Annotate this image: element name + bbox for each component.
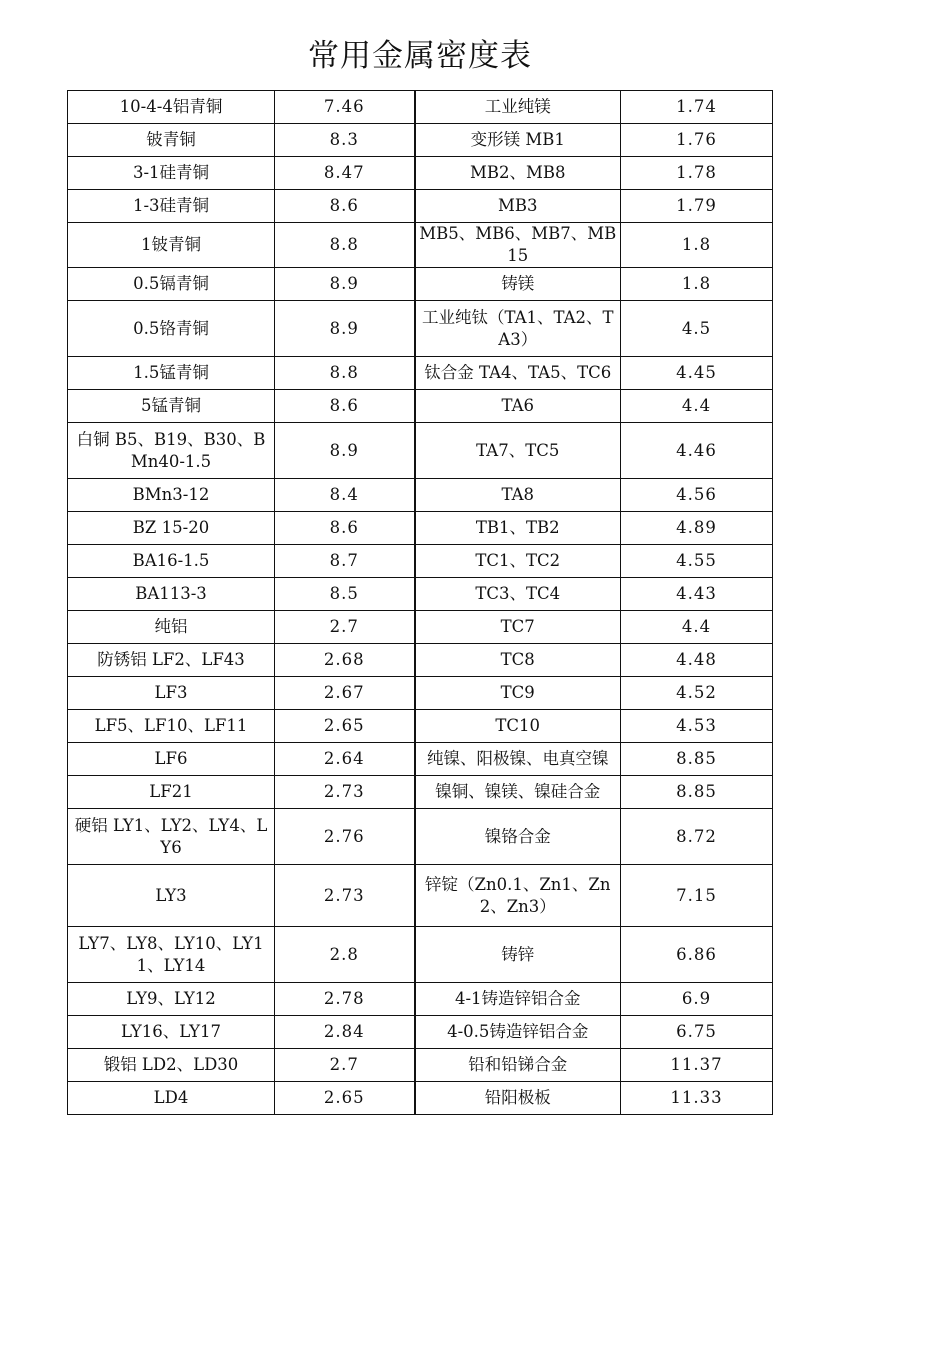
density-value-cell: 7.46 [275,91,415,124]
density-value-cell: 2.84 [275,1016,415,1049]
metal-density-table [67,90,773,1115]
table-row [68,512,773,545]
material-name-cell: 变形镁 MB1 [415,124,621,157]
material-name-cell: MB5、MB6、MB7、MB15 [415,223,621,268]
density-value-cell: 8.7 [275,545,415,578]
material-name-cell: LD4 [68,1082,275,1115]
material-name-cell: 4-1铸造锌铝合金 [415,983,621,1016]
material-name-cell: LF6 [68,743,275,776]
material-name-cell: 工业纯钛（TA1、TA2、TA3） [415,301,621,357]
material-name-cell: 锌锭（Zn0.1、Zn1、Zn2、Zn3） [415,865,621,927]
density-value-cell: 8.3 [275,124,415,157]
density-value-cell: 8.9 [275,423,415,479]
table-row [68,677,773,710]
density-value-cell: 4.56 [621,479,773,512]
density-value-cell: 6.75 [621,1016,773,1049]
material-name-cell: 3-1硅青铜 [68,157,275,190]
material-name-cell: BA16-1.5 [68,545,275,578]
table-row [68,423,773,479]
material-name-cell: BA113-3 [68,578,275,611]
material-name-cell: 镍铬合金 [415,809,621,865]
table-row [68,124,773,157]
material-name-cell: TC3、TC4 [415,578,621,611]
material-name-cell: 10-4-4铝青铜 [68,91,275,124]
density-value-cell: 1.79 [621,190,773,223]
density-value-cell: 8.6 [275,512,415,545]
table-row [68,1049,773,1082]
material-name-cell: 铍青铜 [68,124,275,157]
density-value-cell: 2.7 [275,611,415,644]
table-row [68,157,773,190]
material-name-cell: 铅阳极板 [415,1082,621,1115]
material-name-cell: 0.5镉青铜 [68,268,275,301]
table-row [68,743,773,776]
density-value-cell: 2.8 [275,927,415,983]
density-value-cell: 8.5 [275,578,415,611]
density-value-cell: 8.9 [275,301,415,357]
material-name-cell: BMn3-12 [68,479,275,512]
density-value-cell: 4.89 [621,512,773,545]
density-value-cell: 2.64 [275,743,415,776]
density-value-cell: 4.5 [621,301,773,357]
density-value-cell: 8.6 [275,190,415,223]
material-name-cell: 铸锌 [415,927,621,983]
density-value-cell: 1.8 [621,223,773,268]
density-value-cell: 1.74 [621,91,773,124]
density-value-cell: 1.76 [621,124,773,157]
material-name-cell: 锻铝 LD2、LD30 [68,1049,275,1082]
material-name-cell: 铸镁 [415,268,621,301]
material-name-cell: 白铜 B5、B19、B30、BMn40-1.5 [68,423,275,479]
material-name-cell: TC8 [415,644,621,677]
material-name-cell: LF3 [68,677,275,710]
material-name-cell: LF5、LF10、LF11 [68,710,275,743]
density-value-cell: 8.85 [621,743,773,776]
material-name-cell: LY9、LY12 [68,983,275,1016]
density-value-cell: 11.33 [621,1082,773,1115]
table-row [68,865,773,927]
material-name-cell: 5锰青铜 [68,390,275,423]
material-name-cell: 镍铜、镍镁、镍硅合金 [415,776,621,809]
density-value-cell: 4.48 [621,644,773,677]
table-row [68,927,773,983]
material-name-cell: MB2、MB8 [415,157,621,190]
material-name-cell: LY16、LY17 [68,1016,275,1049]
table-row [68,268,773,301]
density-value-cell: 8.47 [275,157,415,190]
material-name-cell: TA8 [415,479,621,512]
table-row [68,390,773,423]
material-name-cell: 硬铝 LY1、LY2、LY4、LY6 [68,809,275,865]
material-name-cell: TC10 [415,710,621,743]
density-value-cell: 2.73 [275,776,415,809]
table-row [68,644,773,677]
density-value-cell: 4.45 [621,357,773,390]
material-name-cell: LY3 [68,865,275,927]
material-name-cell: 纯铝 [68,611,275,644]
page-title: 常用金属密度表 [308,38,532,74]
material-name-cell: TA7、TC5 [415,423,621,479]
density-value-cell: 8.9 [275,268,415,301]
material-name-cell: TB1、TB2 [415,512,621,545]
density-value-cell: 8.6 [275,390,415,423]
material-name-cell: 1铍青铜 [68,223,275,268]
density-value-cell: 2.76 [275,809,415,865]
table-row [68,611,773,644]
density-value-cell: 2.65 [275,1082,415,1115]
density-value-cell: 6.86 [621,927,773,983]
density-value-cell: 4.4 [621,611,773,644]
table-row [68,710,773,743]
material-name-cell: TA6 [415,390,621,423]
density-value-cell: 11.37 [621,1049,773,1082]
table-row [68,578,773,611]
density-value-cell: 8.85 [621,776,773,809]
table-body [68,91,773,1115]
density-value-cell: 8.72 [621,809,773,865]
table-row [68,357,773,390]
density-value-cell: 2.65 [275,710,415,743]
table-row [68,545,773,578]
material-name-cell: 铅和铅锑合金 [415,1049,621,1082]
density-value-cell: 4.52 [621,677,773,710]
table-row [68,809,773,865]
material-name-cell: 1.5锰青铜 [68,357,275,390]
density-value-cell: 6.9 [621,983,773,1016]
material-name-cell: 钛合金 TA4、TA5、TC6 [415,357,621,390]
material-name-cell: 1-3硅青铜 [68,190,275,223]
density-value-cell: 7.15 [621,865,773,927]
density-value-cell: 1.8 [621,268,773,301]
table-row [68,190,773,223]
table-row [68,776,773,809]
material-name-cell: 防锈铝 LF2、LF43 [68,644,275,677]
table-row [68,479,773,512]
density-value-cell: 1.78 [621,157,773,190]
density-value-cell: 2.78 [275,983,415,1016]
table-row [68,983,773,1016]
density-value-cell: 8.8 [275,223,415,268]
density-value-cell: 4.55 [621,545,773,578]
density-value-cell: 4.43 [621,578,773,611]
material-name-cell: 0.5铬青铜 [68,301,275,357]
table-row [68,301,773,357]
material-name-cell: TC1、TC2 [415,545,621,578]
table-row [68,91,773,124]
material-name-cell: TC7 [415,611,621,644]
density-value-cell: 2.67 [275,677,415,710]
density-value-cell: 4.4 [621,390,773,423]
material-name-cell: 纯镍、阳极镍、电真空镍 [415,743,621,776]
table-row [68,1016,773,1049]
density-value-cell: 8.4 [275,479,415,512]
density-value-cell: 8.8 [275,357,415,390]
material-name-cell: LY7、LY8、LY10、LY11、LY14 [68,927,275,983]
density-value-cell: 2.68 [275,644,415,677]
density-value-cell: 4.53 [621,710,773,743]
material-name-cell: BZ 15-20 [68,512,275,545]
material-name-cell: LF21 [68,776,275,809]
material-name-cell: 工业纯镁 [415,91,621,124]
material-name-cell: 4-0.5铸造锌铝合金 [415,1016,621,1049]
table-row [68,1082,773,1115]
density-value-cell: 4.46 [621,423,773,479]
density-value-cell: 2.73 [275,865,415,927]
material-name-cell: TC9 [415,677,621,710]
density-value-cell: 2.7 [275,1049,415,1082]
material-name-cell: MB3 [415,190,621,223]
table-row [68,223,773,268]
